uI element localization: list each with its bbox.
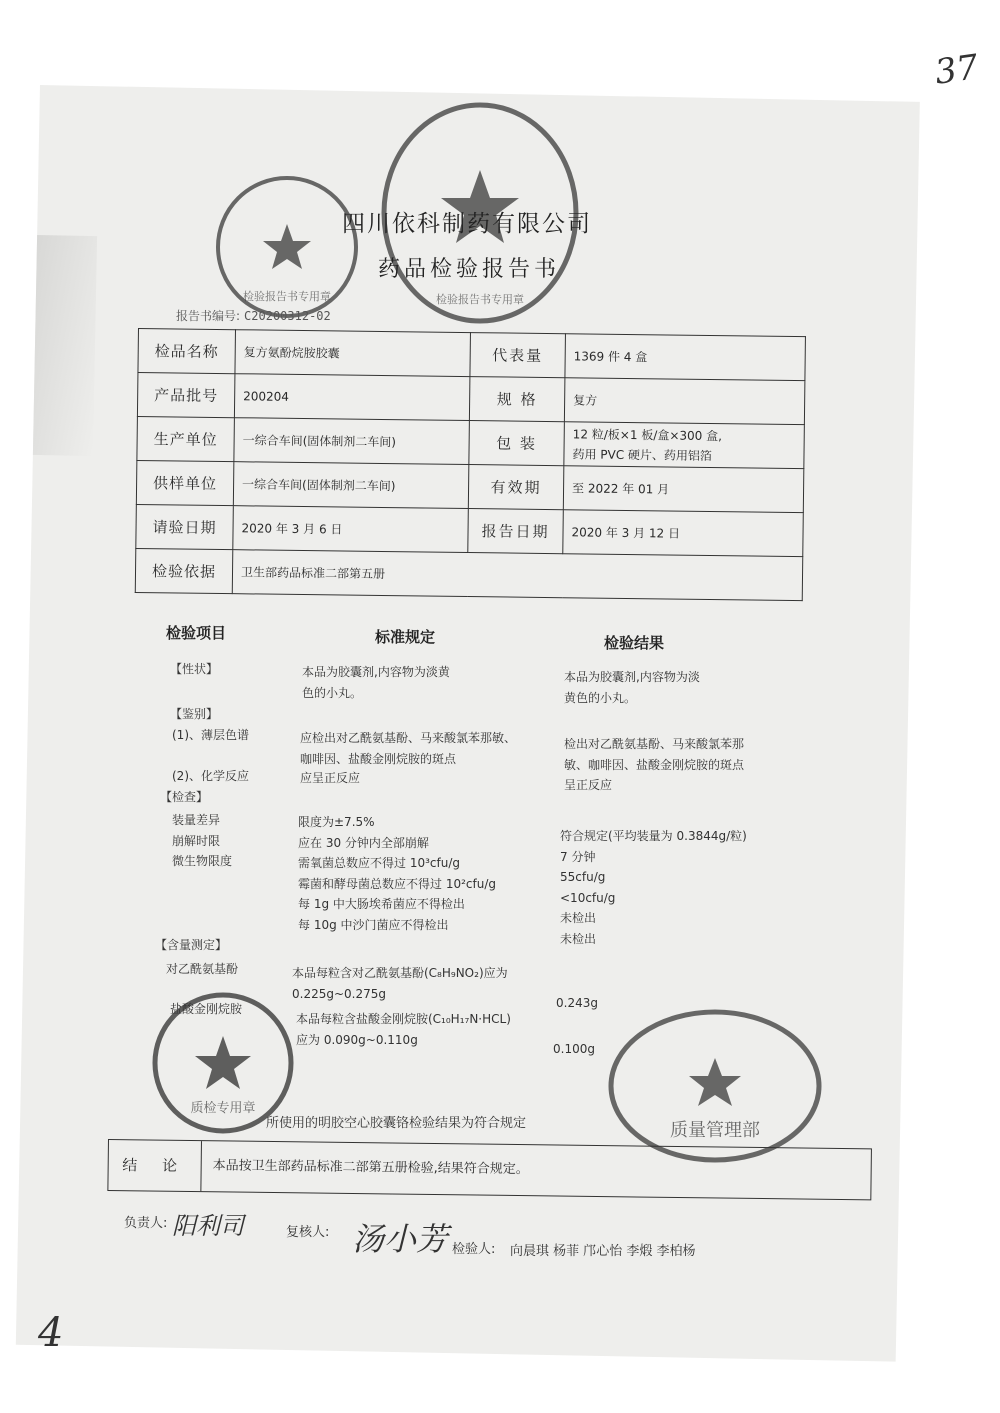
responsible-label: 负责人: <box>124 1216 168 1231</box>
cell-value: 1369 件 4 盒 <box>565 334 806 381</box>
cell-label: 检验依据 <box>135 548 233 593</box>
chem-item: (2)、化学反应 <box>172 769 249 783</box>
cell-value: 复方氨酚烷胺胶囊 <box>235 330 471 377</box>
cell-value: 至 2022 年 01 月 <box>563 466 804 513</box>
appearance-standard: 本品为胶囊剂,内容物为淡黄 色的小丸。 <box>302 665 450 700</box>
cell-value: 复方 <box>564 378 805 425</box>
inspector-names: 向晨琪 杨菲 邝心怡 李煅 李柏杨 <box>510 1244 696 1259</box>
cell-value: 卫生部药品标准二部第五册 <box>232 550 802 601</box>
conclusion-box <box>107 1139 872 1200</box>
quality-management-stamp <box>605 1006 825 1166</box>
cell-value: 一综合车间(固体制剂二车间) <box>234 418 470 465</box>
cell-value: 2020 年 3 月 12 日 <box>563 510 804 557</box>
cell-label: 检品名称 <box>138 329 236 374</box>
corner-handwritten-number: 37 <box>932 47 981 93</box>
svg-text:质检专用章: 质检专用章 <box>190 1101 256 1116</box>
company-name: 四川依科制药有限公司 <box>342 211 592 237</box>
svg-text:质量管理部: 质量管理部 <box>670 1120 760 1141</box>
conclusion-text: 本品按卫生部药品标准二部第五册检验,结果符合规定。 <box>212 1158 529 1178</box>
report-number-value: C20200312-02 <box>244 309 331 323</box>
assay-standard-2: 本品每粒含盐酸金刚烷胺(C₁₀H₁₇N·HCL) 应为 0.090g~0.110g <box>296 1012 511 1047</box>
cell-label: 请验日期 <box>136 504 234 549</box>
conclusion-label: 结 论 <box>108 1140 202 1191</box>
inspector-label: 检验人: <box>452 1242 496 1257</box>
header-test-item: 检验项目 <box>166 624 227 642</box>
inspection-results: 符合规定(平均装量为 0.3844g/粒) 7 分钟 55cfu/g <10cfu/g 未检出 未检出 <box>560 829 747 946</box>
report-number <box>176 307 331 324</box>
section-assay: 【含量测定】 <box>155 938 228 952</box>
assay-item-1: 对乙酰氨基酚 <box>166 962 239 976</box>
cell-value: 200204 <box>234 374 470 421</box>
cell-label: 供样单位 <box>136 460 234 505</box>
assay-result-1: 0.243g <box>556 996 598 1010</box>
section-identification: 【鉴别】 <box>170 707 219 721</box>
inspection-standards: 限度为±7.5% 应在 30 分钟内全部崩解 需氧菌总数应不得过 10³cfu/g 霉菌和酵母菌总数应不得过 10²cfu/g 每 1g 中大肠埃希菌应不得检出 每 10g 中沙门菌应不得检出 <box>298 815 496 932</box>
assay-standard-1: 本品每粒含对乙酰氨基酚(C₈H₉NO₂)应为 0.225g~0.275g <box>292 966 508 1001</box>
tlc-result: 检出对乙酰氨基酚、马来酸氯苯那 敏、咖啡因、盐酸金刚烷胺的斑点 呈正反应 <box>564 737 745 792</box>
section-inspection: 【检查】 <box>160 790 209 804</box>
cell-label: 报告日期 <box>468 509 564 554</box>
assay-item-2: 盐酸金刚烷胺 <box>170 1002 243 1016</box>
header-result: 检验结果 <box>604 634 665 652</box>
cell-label: 代表量 <box>470 333 566 378</box>
table-row <box>135 548 802 600</box>
capsule-note: 所使用的明胶空心胶囊铬检验结果为符合规定 <box>266 1116 527 1131</box>
svg-text:检验报告书专用章: 检验报告书专用章 <box>243 290 331 303</box>
company-seal-stamp-1 <box>212 172 362 322</box>
header-standard: 标准规定 <box>375 628 436 646</box>
cell-value: 2020 年 3 月 6 日 <box>233 506 469 553</box>
handwritten-page-mark: 4 <box>38 1310 64 1356</box>
reviewer-label: 复核人: <box>286 1225 330 1240</box>
tlc-standard: 应检出对乙酰氨基酚、马来酸氯苯那敏、 咖啡因、盐酸金刚烷胺的斑点 <box>300 731 517 766</box>
report-number-label: 报告书编号: <box>176 309 241 323</box>
chem-standard: 应呈正反应 <box>300 771 361 785</box>
appearance-result: 本品为胶囊剂,内容物为淡 黄色的小丸。 <box>564 670 700 705</box>
paper-fold-shadow <box>33 235 97 456</box>
inspection-items: 装量差异 崩解时限 微生物限度 <box>172 813 233 868</box>
product-info-table <box>135 328 806 601</box>
reviewer-signature: 汤小芳 <box>352 1220 449 1258</box>
cell-value: 一综合车间(固体制剂二车间) <box>233 462 469 509</box>
cell-label: 有效期 <box>468 465 564 510</box>
responsible-signature: 阳利司 <box>172 1212 244 1240</box>
svg-text:检验报告书专用章: 检验报告书专用章 <box>436 293 524 306</box>
document-title: 药品检验报告书 <box>378 257 561 282</box>
cell-label: 生产单位 <box>137 416 235 461</box>
cell-label: 规 格 <box>469 377 565 422</box>
assay-result-2: 0.100g <box>553 1042 595 1056</box>
section-appearance: 【性状】 <box>170 662 219 676</box>
cell-label: 包 装 <box>469 421 565 466</box>
cell-label: 产品批号 <box>137 373 235 418</box>
tlc-item: (1)、薄层色谱 <box>172 728 249 742</box>
cell-value: 12 粒/板×1 板/盒×300 盒, 药用 PVC 硬片、药用铝箔 <box>564 422 805 469</box>
